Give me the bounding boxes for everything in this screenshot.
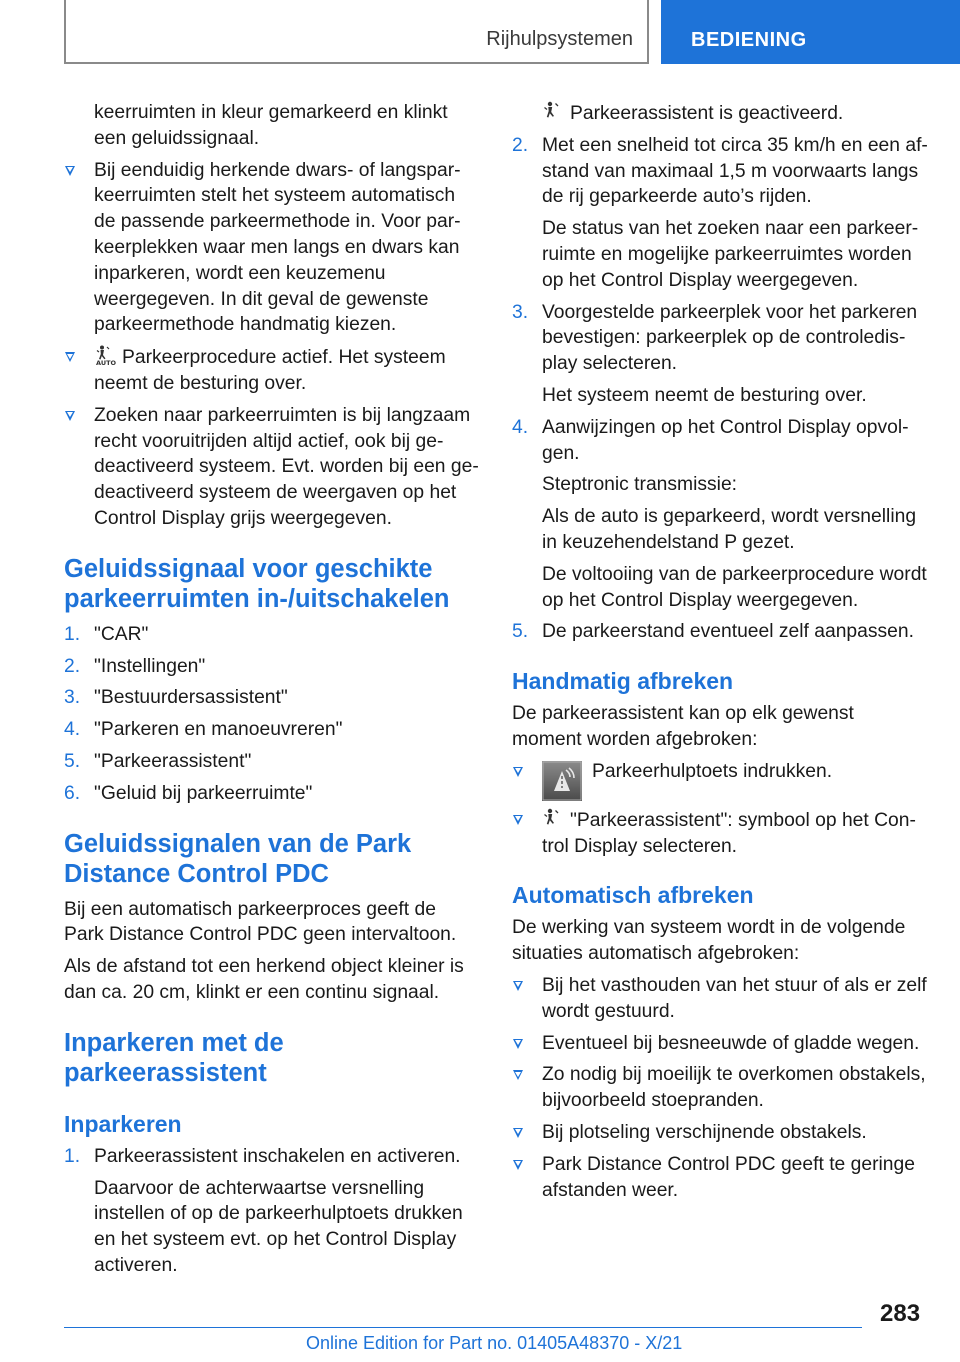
right-column [512,100,928,1209]
list-item: 1. "CAR" [64,623,149,645]
bullet-triangle-icon [513,815,523,825]
park-assistant-auto-icon [94,344,116,366]
bullet-triangle-icon [513,1128,523,1138]
list-item-text: Parkeerprocedure actief. Het systeem neemt de besturing over. [94,347,446,394]
bullet-triangle-icon [513,1070,523,1080]
header-chapter-title: BEDIENING [691,29,807,51]
paragraph: De parkeerassistent kan op elk gewenst moment worden afgebroken: [512,703,854,750]
subheading-inparkeren: Inparkeren [64,1110,182,1137]
header-chapter-tab [661,0,960,64]
list-item-text: Zoeken naar parkeerruimten is bij langzaam recht vooruitrijden altijd actief, ook bij gedeactiveerd systeem. Evt. worden bij een gedeactiveerd systeem de weergaven op het Control Display grijs weergegeven. [94,404,479,529]
bullet-triangle-icon [513,767,523,777]
bullet-triangle-icon [513,981,523,991]
list-item [64,344,479,397]
footer-divider [64,1327,862,1328]
list-item [64,403,479,532]
paragraph: De werking van systeem wordt in de volgende situaties automatisch afgebroken: [512,917,906,965]
park-assist-button-icon [542,761,582,801]
list-item: 4. Aanwijzingen op het Control Display opvolgen. [512,416,909,464]
bullet-triangle-icon [65,411,75,421]
step-detail: Steptronic transmissie: [542,474,738,496]
list-item: Bij het vasthouden van het stuur of als er zelf wordt gestuurd. [512,973,928,1025]
list-item: Eventueel bij besneeuwde of gladde wegen. [512,1031,928,1057]
continued-text: keerruimten in kleur gemarkeerd en klinkt een geluidssignaal. [94,102,448,149]
bullet-triangle-icon [65,166,75,176]
list-item: Park Distance Control PDC geeft te geringe afstanden weer. [512,1152,928,1204]
step-detail: Het systeem neemt de besturing over. [542,384,867,406]
list-item: 4. "Parkeren en manoeuvreren" [64,719,343,741]
list-item: Zo nodig bij moeilijk te overkomen obstakels, bijvoorbeeld stoepranden. [512,1062,928,1114]
heading-sound-signal: Geluidssignaal voor geschikte parkeerruimten in-/uitschakelen [64,554,450,613]
menu-path-list [64,622,479,807]
bullet-triangle-icon [65,352,75,362]
list-item: 3. Voorgestelde parkeerplek voor het parkeren bevestigen: parkeerplek op de controledisplay selecteren. [512,301,918,375]
park-assistant-icon [542,807,564,829]
step-detail: Als de auto is geparkeerd, wordt versnelling in keuzehendelstand P gezet. [542,506,917,553]
heading-manual-cancel: Handmatig afbreken [512,668,734,695]
left-column [64,100,479,1285]
svg-text:AUTO: AUTO [96,359,116,367]
list-item: 2. Met een snelheid tot circa 35 km/h en een afstand van maximaal 1,5 m voorwaarts langs de rij geparkeerde auto’s rijden. [512,134,928,208]
step-detail: Daarvoor de achterwaartse versnelling instellen of op de parkeerhulptoets drukken en het systeem evt. op het Control Display activeren. [94,1177,463,1276]
list-item: 6. "Geluid bij parkeerruimte" [64,782,313,804]
list-item: 2. "Instellingen" [64,655,206,677]
list-item [64,158,479,339]
heading-auto-cancel: Automatisch afbreken [512,882,754,909]
list-item: 5. "Parkeerassistent" [64,750,252,772]
bullet-triangle-icon [513,1160,523,1170]
paragraph: Bij een automatisch parkeerproces geeft de Park Distance Control PDC geen intervaltoon. [64,898,457,946]
list-item: 5. De parkeerstand eventueel zelf aanpassen. [512,621,914,643]
page-number: 283 [880,1300,921,1327]
heading-inparkeren-assistent: Inparkeren met de parkeerassistent [64,1028,284,1087]
bullet-triangle-icon [513,1039,523,1049]
park-assistant-icon [542,100,564,122]
list-item-text: Parkeerhulptoets indrukken. [592,760,833,782]
list-item [512,807,928,860]
step-detail: De voltooiing van de parkeerprocedure wordt op het Control Display weergegeven. [542,563,927,611]
paragraph: Als de afstand tot een herkend object kleiner is dan ca. 20 cm, klinkt er een continu signaal. [64,956,464,1003]
step-detail: Parkeerassistent is geactiveerd. [512,100,928,127]
list-item: Bij plotseling verschijnende obstakels. [512,1120,928,1146]
list-item-text: "Parkeerassistent": symbool op het Control Display selecteren. [542,809,916,857]
footer-edition-link[interactable]: Online Edition for Part no. 01405A48370 - X/21 [306,1333,683,1353]
list-item [512,759,928,801]
list-item: 1. Parkeerassistent inschakelen en activeren. [64,1145,461,1167]
header-section-title: Rijhulpsystemen [486,28,633,50]
step-detail: De status van het zoeken naar een parkeerruimte en mogelijke parkeerruimtes worden op het Control Display weergegeven. [542,218,919,291]
list-item: 3. "Bestuurdersassistent" [64,687,288,709]
header-section-tab [64,0,649,64]
heading-pdc-signals: Geluidssignalen van de Park Distance Control PDC [64,829,412,888]
list-item-text: Bij eenduidig herkende dwars- of langsparkeerruimten stelt het systeem automatisch de passende parkeermethode in. Voor parkeerplekken waar men langs en dwars kan inparkeren, wordt een keuzemenu weergegeven. In dit geval de gewenste parkeermethode handmatig kiezen. [94,159,461,336]
